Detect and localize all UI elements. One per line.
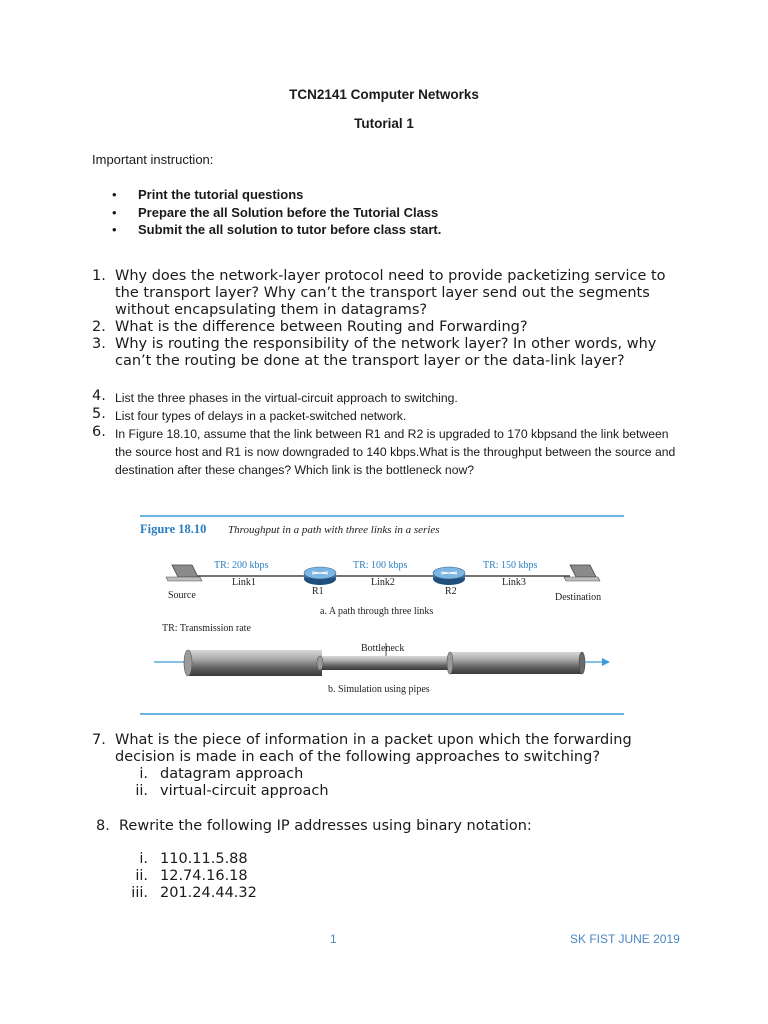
question-7 <box>92 732 682 766</box>
source-label: Source <box>168 590 196 601</box>
question-number: 3. <box>92 336 106 352</box>
question-4 <box>92 389 682 407</box>
question-number: 7. <box>92 732 106 748</box>
question-text: In Figure 18.10, assume that the link between R1 and R2 is upgraded to 170 kbpsand the link between the source host and R1 is now downgraded to 140 kbps.What is the throughput between the source and destination after these changes? Which link is the bottleneck now? <box>115 427 676 477</box>
figure-18-10 <box>140 515 624 717</box>
link3-rate: TR: 150 kbps <box>483 560 538 571</box>
pipe-link3 <box>447 652 585 674</box>
document-title: TCN2141 Computer Networks <box>289 87 479 102</box>
figure-caption: Throughput in a path with three links in a series <box>228 524 440 536</box>
question-1 <box>92 268 682 319</box>
sub-item-text: 12.74.16.18 <box>160 868 248 884</box>
question-2 <box>92 319 682 336</box>
tr-legend: TR: Transmission rate <box>162 623 251 634</box>
sub-item-numeral: i. <box>139 851 148 867</box>
question-text: List the three phases in the virtual-circuit approach to switching. <box>115 391 458 405</box>
sub-item-numeral: iii. <box>131 885 148 901</box>
pipe-link1 <box>184 650 322 676</box>
subcaption-a: a. A path through three links <box>320 606 434 617</box>
question-text: What is the piece of information in a packet upon which the forwarding decision is made in each of the following approaches to switching? <box>115 732 632 765</box>
r2-label: R2 <box>445 586 457 597</box>
sub-item-numeral: ii. <box>135 783 148 799</box>
question-text: List four types of delays in a packet-switched network. <box>115 409 407 423</box>
sub-item-numeral: ii. <box>135 868 148 884</box>
link2-name: Link2 <box>371 577 395 588</box>
instruction-list <box>112 186 441 239</box>
document-subtitle: Tutorial 1 <box>354 116 414 131</box>
r1-label: R1 <box>312 586 324 597</box>
sub-item <box>112 885 257 902</box>
question-3 <box>92 336 682 370</box>
question-text: Why does the network-layer protocol need to provide packetizing service to the transport layer? Why can’t the transport layer send out the segments without encapsulating them in datagrams? <box>115 268 666 318</box>
link1-name: Link1 <box>232 577 256 588</box>
footer-page-number: 1 <box>330 932 337 946</box>
link2-rate: TR: 100 kbps <box>353 560 408 571</box>
sub-item <box>112 783 329 800</box>
link3-name: Link3 <box>502 577 526 588</box>
figure-label: Figure 18.10 <box>140 522 207 536</box>
instruction-label: Important instruction: <box>92 152 214 167</box>
bottleneck-label: Bottleneck <box>361 643 405 654</box>
sub-item <box>112 766 303 783</box>
question-6 <box>92 425 682 479</box>
question-text: Why is routing the responsibility of the network layer? In other words, why can’t the routing be done at the transport layer or the data-link layer? <box>115 336 657 369</box>
sub-item-numeral: i. <box>139 766 148 782</box>
question-number: 8. <box>96 818 110 834</box>
subcaption-b: b. Simulation using pipes <box>328 684 430 695</box>
question-number: 1. <box>92 268 106 284</box>
figure-svg <box>140 515 624 717</box>
router-icon <box>304 567 336 585</box>
question-8 <box>96 818 686 835</box>
destination-label: Destination <box>555 592 602 603</box>
laptop-icon <box>564 565 600 581</box>
sub-item-text: 110.11.5.88 <box>160 851 248 867</box>
laptop-icon <box>166 565 202 581</box>
sub-item-text: datagram approach <box>160 766 304 782</box>
sub-item <box>112 868 248 885</box>
sub-item-text: 201.24.44.32 <box>160 885 257 901</box>
instruction-item: • Print the tutorial questions <box>112 186 441 204</box>
footer-tag: SK FIST JUNE 2019 <box>570 932 680 946</box>
question-text: What is the difference between Routing and Forwarding? <box>115 319 528 335</box>
sub-item-text: virtual-circuit approach <box>160 783 329 799</box>
instruction-item: • Submit the all solution to tutor before class start. <box>112 221 441 239</box>
question-number: 2. <box>92 319 106 335</box>
question-number: 6. <box>92 424 106 440</box>
question-text: Rewrite the following IP addresses using binary notation: <box>119 818 532 834</box>
router-icon <box>433 567 465 585</box>
question-number: 4. <box>92 388 106 404</box>
question-number: 5. <box>92 406 106 422</box>
link1-rate: TR: 200 kbps <box>214 560 269 571</box>
pipe-link2 <box>317 656 452 670</box>
arrow-icon <box>602 658 610 666</box>
sub-item <box>112 851 248 868</box>
instruction-item: • Prepare the all Solution before the Tutorial Class <box>112 204 441 222</box>
question-5 <box>92 407 682 425</box>
